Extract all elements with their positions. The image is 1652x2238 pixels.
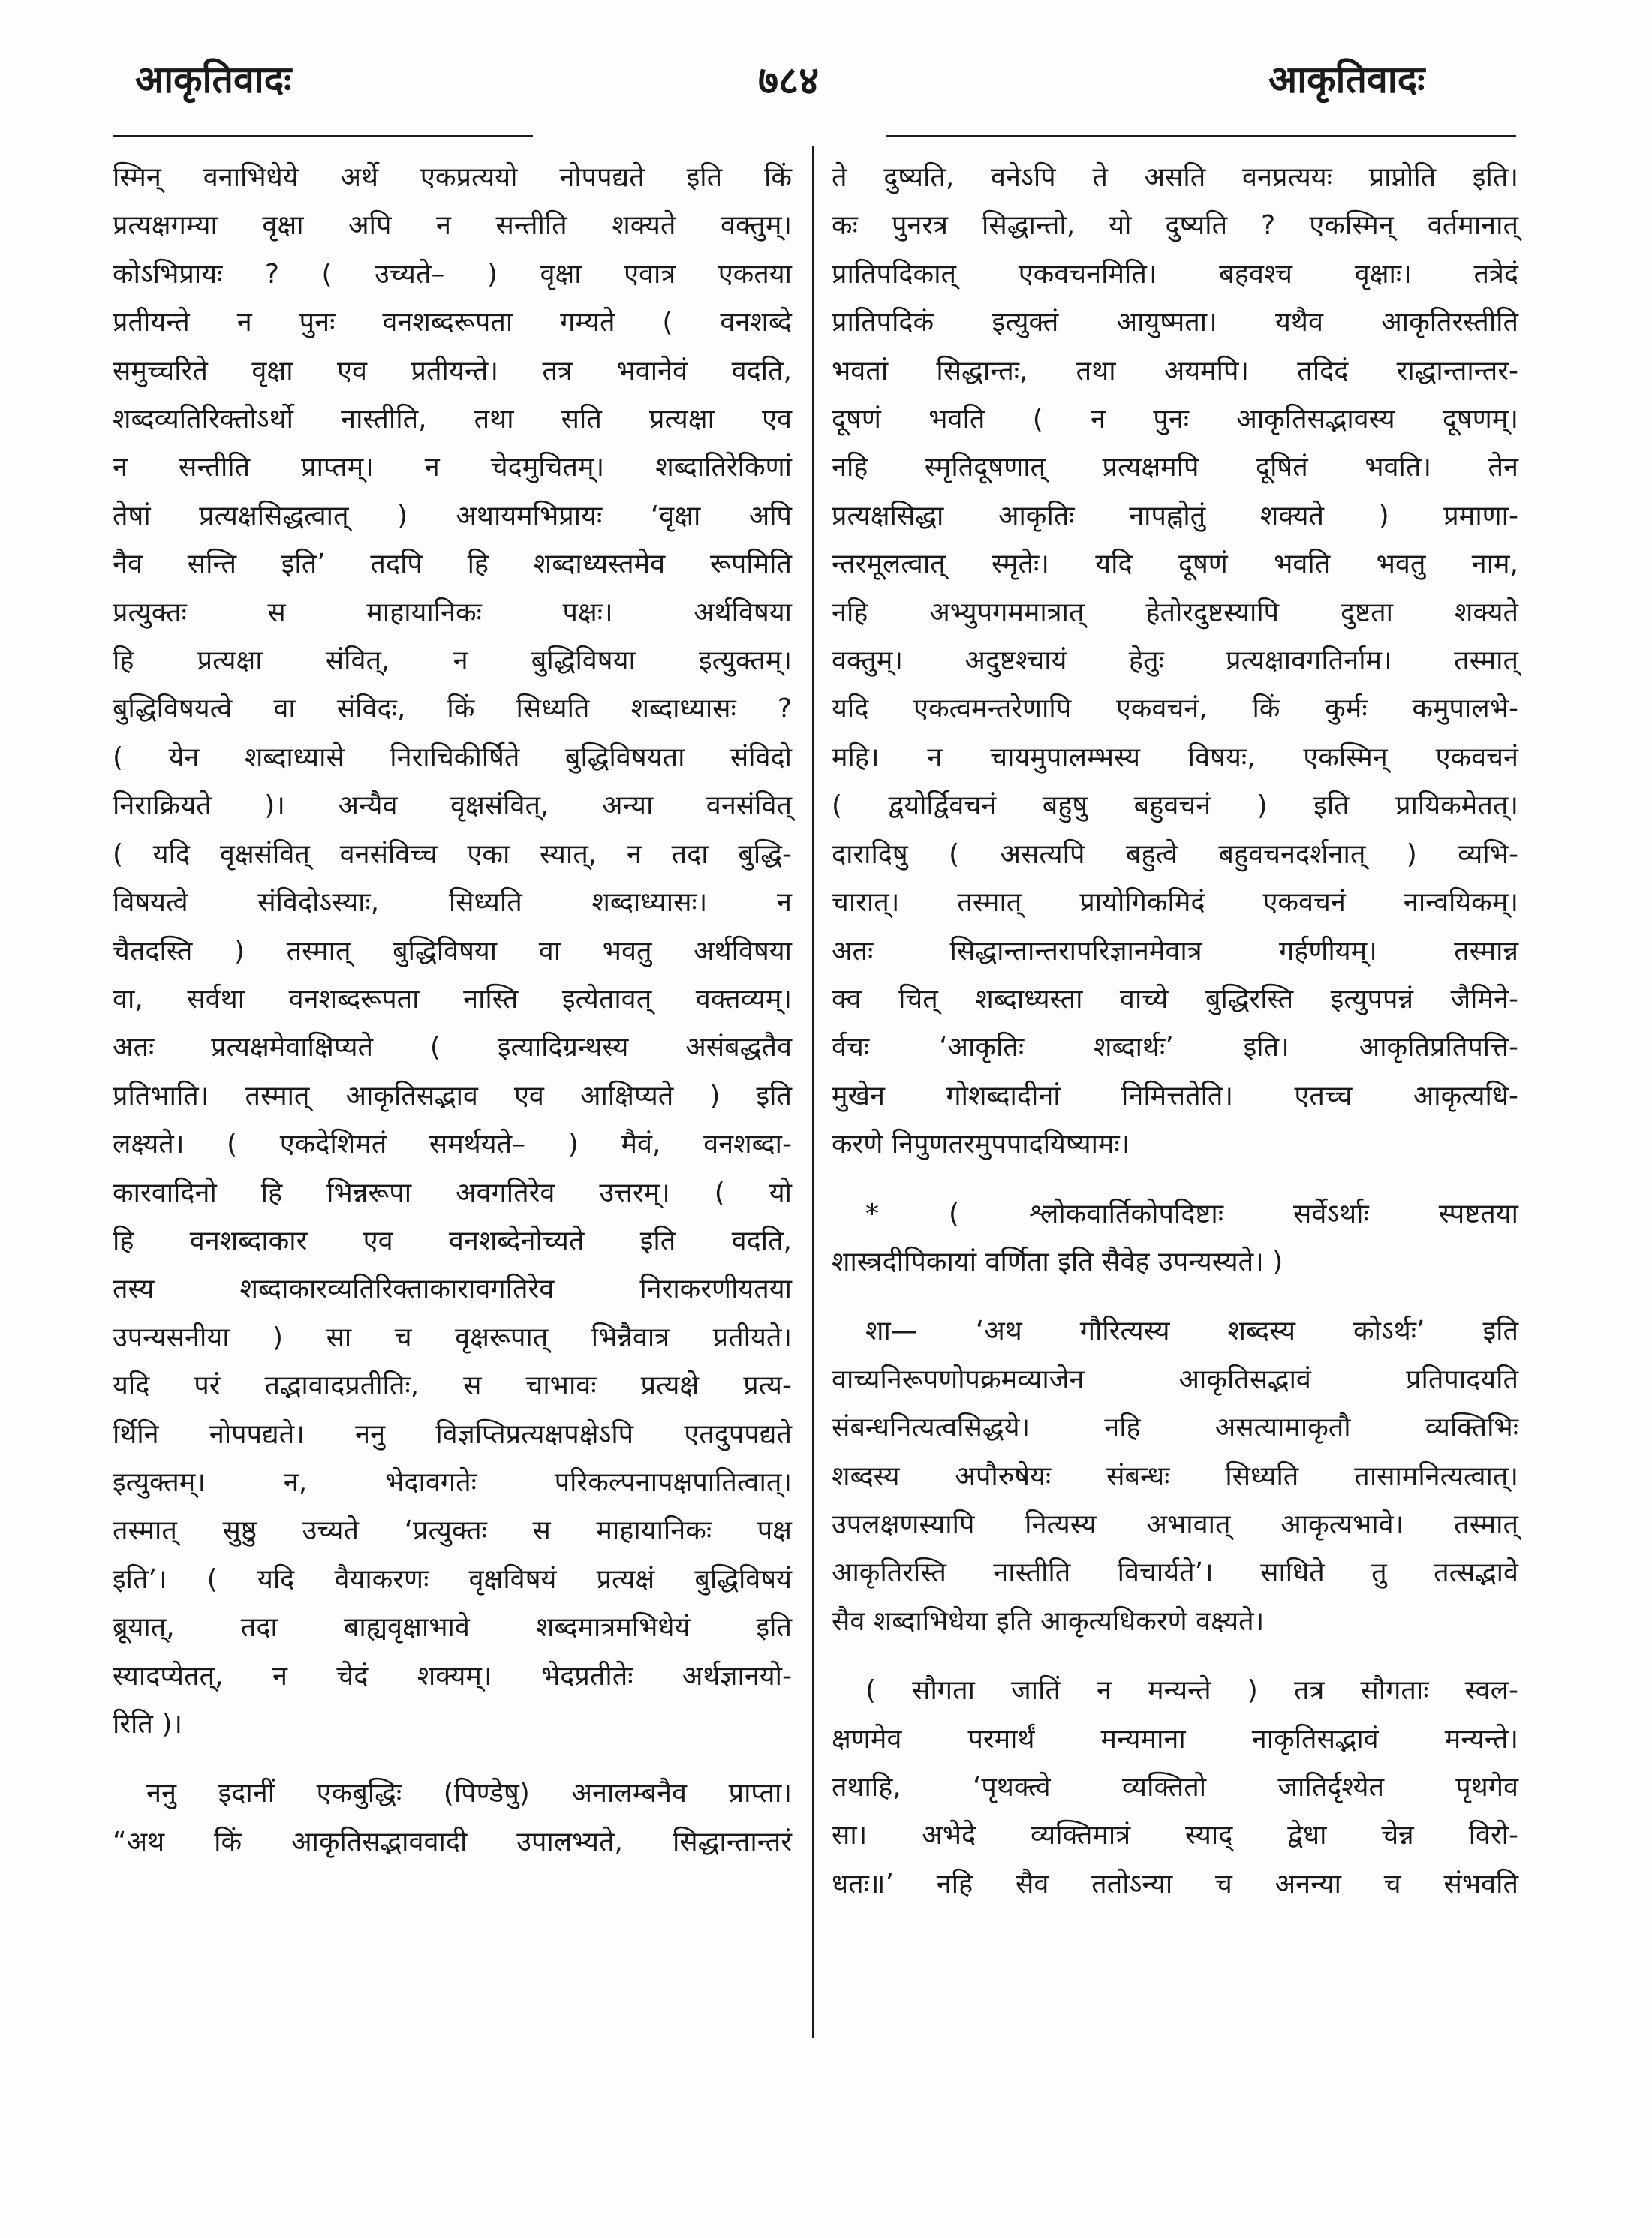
text-line: हि वनशब्दाकार एव वनशब्देनोच्यते इति वदति,	[113, 1225, 792, 1256]
text-line: ( यदि वृक्षसंवित् वनसंविच्च एका स्यात्, न तदा बुद्धि-	[113, 838, 792, 870]
text-line: “अथ किं आकृतिसद्भाववादी उपालभ्यते, सिद्धान्तान्तरं	[113, 1826, 792, 1857]
left-column	[113, 154, 792, 1867]
text-line: चैतदस्ति ) तस्मात् बुद्धिविषया वा भवतु अर्थविषया	[113, 935, 792, 967]
text-line: प्रत्यक्षगम्या वृक्षा अपि न सन्तीति शक्यते वक्तुम्।	[113, 210, 792, 242]
text-line: आकृतिरस्ति नास्तीति विचार्यते’। साधिते तु तत्सद्भावे	[832, 1557, 1518, 1589]
header-rule-right	[886, 135, 1516, 137]
text-line: भवतां सिद्धान्तः, तथा अयमपि। तदिदं राद्धान्तान्तर-	[832, 355, 1518, 387]
page-number: ७८४	[758, 59, 820, 104]
text-line: प्रतिभाति। तस्मात् आकृतिसद्भाव एव आक्षिप्यते ) इति	[113, 1080, 792, 1111]
text-line: ननु इदानीं एकबुद्धिः (पिण्डेषु) अनालम्बनैव प्राप्ता।	[146, 1778, 792, 1809]
text-line: र्थिनि नोपपद्यते। ननु विज्ञप्तिप्रत्यक्षपक्षेऽपि एतदुपपद्यते	[113, 1418, 792, 1450]
text-line: प्रातिपदिकात् एकवचनमिति। बहवश्च वृक्षाः। तत्रेदं	[832, 258, 1518, 290]
header-rule-left	[113, 135, 533, 137]
text-line: नहि स्मृतिदूषणात् प्रत्यक्षमपि दूषितं भवति। तेन	[832, 452, 1518, 483]
text-line: इति’। ( यदि वैयाकरणः वृक्षविषयं प्रत्यक्षं बुद्धिविषयं	[113, 1563, 792, 1595]
column-divider	[812, 146, 814, 2038]
text-line: ते दुष्यति, वनेऽपि ते असति वनप्रत्ययः प्राप्नोति इति।	[832, 162, 1518, 193]
text-line: वाच्यनिरूपणोपक्रमव्याजेन आकृतिसद्भावं प्रतिपादयति	[832, 1364, 1518, 1395]
footnote-line: शास्त्रदीपिकायां वर्णिता इति सैवेह उपन्यस्यते। )	[832, 1246, 1283, 1277]
text-line: र्वचः ‘आकृतिः शब्दार्थः’ इति। आकृतिप्रतिपत्ति-	[832, 1032, 1518, 1063]
text-line: स्यादप्येतत्, न चेदं शक्यम्। भेदप्रतीतेः अर्थज्ञानयो-	[113, 1660, 792, 1692]
right-column	[832, 154, 1518, 1909]
text-line: न्तरमूलत्वात् स्मृतेः। यदि दूषणं भवति भवतु नाम,	[832, 549, 1518, 580]
running-header-right: आकृतिवादः	[1268, 58, 1425, 101]
text-line: क्व चित् शब्दाध्यस्ता वाच्ये बुद्धिरस्ति इत्युपपन्नं जैमिने-	[832, 983, 1518, 1015]
text-line: वा, सर्वथा वनशब्दरूपता नास्ति इत्येतावत् वक्तव्यम्।	[113, 983, 792, 1015]
text-line: निराक्रियते )। अन्यैव वृक्षसंवित्, अन्या वनसंवित्	[113, 790, 792, 822]
text-line: तस्मात् सुष्ठु उच्यते ‘प्रत्युक्तः स माहायानिकः पक्ष	[113, 1515, 792, 1547]
text-line: विषयत्वे संविदोऽस्याः, सिध्यति शब्दाध्यासः। न	[113, 887, 792, 919]
text-line: क्षणमेव परमार्थं मन्यमाना नाकृतिसद्भावं मन्यन्ते।	[832, 1723, 1518, 1755]
text-line: नैव सन्ति इति’ तदपि हि शब्दाध्यस्तमेव रूपमिति	[113, 549, 792, 580]
text-line: इत्युक्तम्। न, भेदावगतेः परिकल्पनापक्षपातित्वात्।	[113, 1466, 792, 1498]
text-line: मुखेन गोशब्दादीनां निमित्ततेति। एतच्च आकृत्यधि-	[832, 1080, 1518, 1111]
text-line: दारादिषु ( असत्यपि बहुत्वे बहुवचनदर्शनात् ) व्यभि-	[832, 838, 1518, 870]
text-line: तस्य शब्दाकारव्यतिरिक्ताकारावगतिरेव निराकरणीयतया	[113, 1274, 792, 1305]
verse-line: सा। अभेदे व्यक्तिमात्रं स्याद् द्वेधा चेन्न विरो-	[832, 1820, 1518, 1851]
text-line: शब्दस्य अपौरुषेयः संबन्धः सिध्यति तासामनित्यत्वात्।	[832, 1460, 1518, 1492]
text-line: ब्रूयात्, तदा बाह्यवृक्षाभावे शब्दमात्रमभिधेयं इति	[113, 1612, 792, 1644]
text-line: वक्तुम्। अदुष्टश्चायं हेतुः प्रत्यक्षावगतिर्नाम। तस्मात्	[832, 645, 1518, 677]
text-line: यदि परं तद्भावादप्रतीतिः, स चाभावः प्रत्यक्षे प्रत्य-	[113, 1370, 792, 1402]
text-line: कोऽभिप्रायः ? ( उच्यते– ) वृक्षा एवात्र एकतया	[113, 258, 792, 290]
text-line: लक्ष्यते। ( एकदेशिमतं समर्थयते– ) मैवं, वनशब्दा-	[113, 1129, 792, 1160]
text-line: ( सौगता जातिं न मन्यन्ते ) तत्र सौगताः स्वल-	[865, 1675, 1518, 1707]
text-line: समुच्चरिते वृक्षा एव प्रतीयन्ते। तत्र भवानेवं वदति,	[113, 355, 792, 387]
text-line: ( द्वयोर्द्विवचनं बहुषु बहुवचनं ) इति प्रायिकमेतत्।	[832, 790, 1518, 822]
text-line: करणे निपुणतरमुपपादयिष्यामः।	[832, 1129, 1130, 1160]
text-line: यदि एकत्वमन्तरेणापि एकवचनं, किं कुर्मः कमुपालभे-	[832, 693, 1518, 725]
text-line: अतः सिद्धान्तान्तरापरिज्ञानमेवात्र गर्हणीयम्। तस्मान्न	[832, 935, 1518, 967]
verse-line: तथाहि, ‘पृथक्त्वे व्यक्तितो जातिर्दृश्येत पृथगेव	[832, 1772, 1518, 1803]
text-line: दूषणं भवति ( न पुनः आकृतिसद्भावस्य दूषणम्।	[832, 404, 1518, 435]
text-line: अतः प्रत्यक्षमेवाक्षिप्यते ( इत्यादिग्रन्थस्य असंबद्धतैव	[113, 1032, 792, 1063]
text-line: तेषां प्रत्यक्षसिद्धत्वात् ) अथायमभिप्रायः ‘वृक्षा अपि	[113, 500, 792, 531]
footnote-line: * ( श्लोकवार्तिकोपदिष्टाः सर्वेऽर्थाः स्पष्टतया	[865, 1198, 1518, 1229]
text-line: स्मिन् वनाभिधेये अर्थे एकप्रत्ययो नोपपद्यते इति किं	[113, 162, 792, 193]
text-line: कः पुनरत्र सिद्धान्तो, यो दुष्यति ? एकस्मिन् वर्तमानात्	[832, 210, 1518, 242]
text-line: बुद्धिविषयत्वे वा संविदः, किं सिध्यति शब्दाध्यासः ?	[113, 693, 792, 725]
text-line: प्रातिपदिकं इत्युक्तं आयुष्मता। यथैव आकृतिरस्तीति	[832, 307, 1518, 338]
text-line: धतः॥’ नहि सैव ततोऽन्या च अनन्या च संभवति	[832, 1868, 1518, 1900]
text-line: शा— ‘अथ गौरित्यस्य शब्दस्य कोऽर्थः’ इति	[865, 1316, 1518, 1347]
text-line: चारात्। तस्मात् प्रायोगिकमिदं एकवचनं नान्वयिकम्।	[832, 887, 1518, 919]
text-line: सैव शब्दाभिधेया इति आकृत्यधिकरणे वक्ष्यते।	[832, 1605, 1265, 1637]
text-line: प्रत्युक्तः स माहायानिकः पक्षः। अर्थविषया	[113, 597, 792, 628]
text-line: कारवादिनो हि भिन्नरूपा अवगतिरेव उत्तरम्। ( यो	[113, 1177, 792, 1208]
text-line: नहि अभ्युपगममात्रात् हेतोरदुष्टस्यापि दुष्टता शक्यते	[832, 597, 1518, 628]
text-line: उपन्यसनीया ) सा च वृक्षरूपात् भिन्नैवात्र प्रतीयते।	[113, 1322, 792, 1353]
text-line: रिति )।	[113, 1709, 183, 1740]
text-line: महि। न चायमुपालम्भस्य विषयः, एकस्मिन् एकवचनं	[832, 741, 1518, 773]
text-line: प्रत्यक्षसिद्धा आकृतिः नापह्नोतुं शक्यते ) प्रमाणा-	[832, 500, 1518, 531]
text-line: शब्दव्यतिरिक्तोऽर्थो नास्तीति, तथा सति प्रत्यक्षा एव	[113, 404, 792, 435]
text-line: उपलक्षणस्यापि नित्यस्य अभावात् आकृत्यभावे। तस्मात्	[832, 1509, 1518, 1540]
text-line: न सन्तीति प्राप्तम्। न चेदमुचितम्। शब्दातिरेकिणां	[113, 452, 792, 483]
text-line: संबन्धनित्यत्वसिद्धये। नहि असत्यामाकृतौ व्यक्तिभिः	[832, 1412, 1518, 1444]
text-line: हि प्रत्यक्षा संवित्, न बुद्धिविषया इत्युक्तम्।	[113, 645, 792, 677]
text-line: प्रतीयन्ते न पुनः वनशब्दरूपता गम्यते ( वनशब्दे	[113, 307, 792, 338]
text-line: ( येन शब्दाध्यासे निराचिकीर्षिते बुद्धिविषयता संविदो	[113, 741, 792, 773]
running-header-left: आकृतिवादः	[135, 58, 292, 101]
